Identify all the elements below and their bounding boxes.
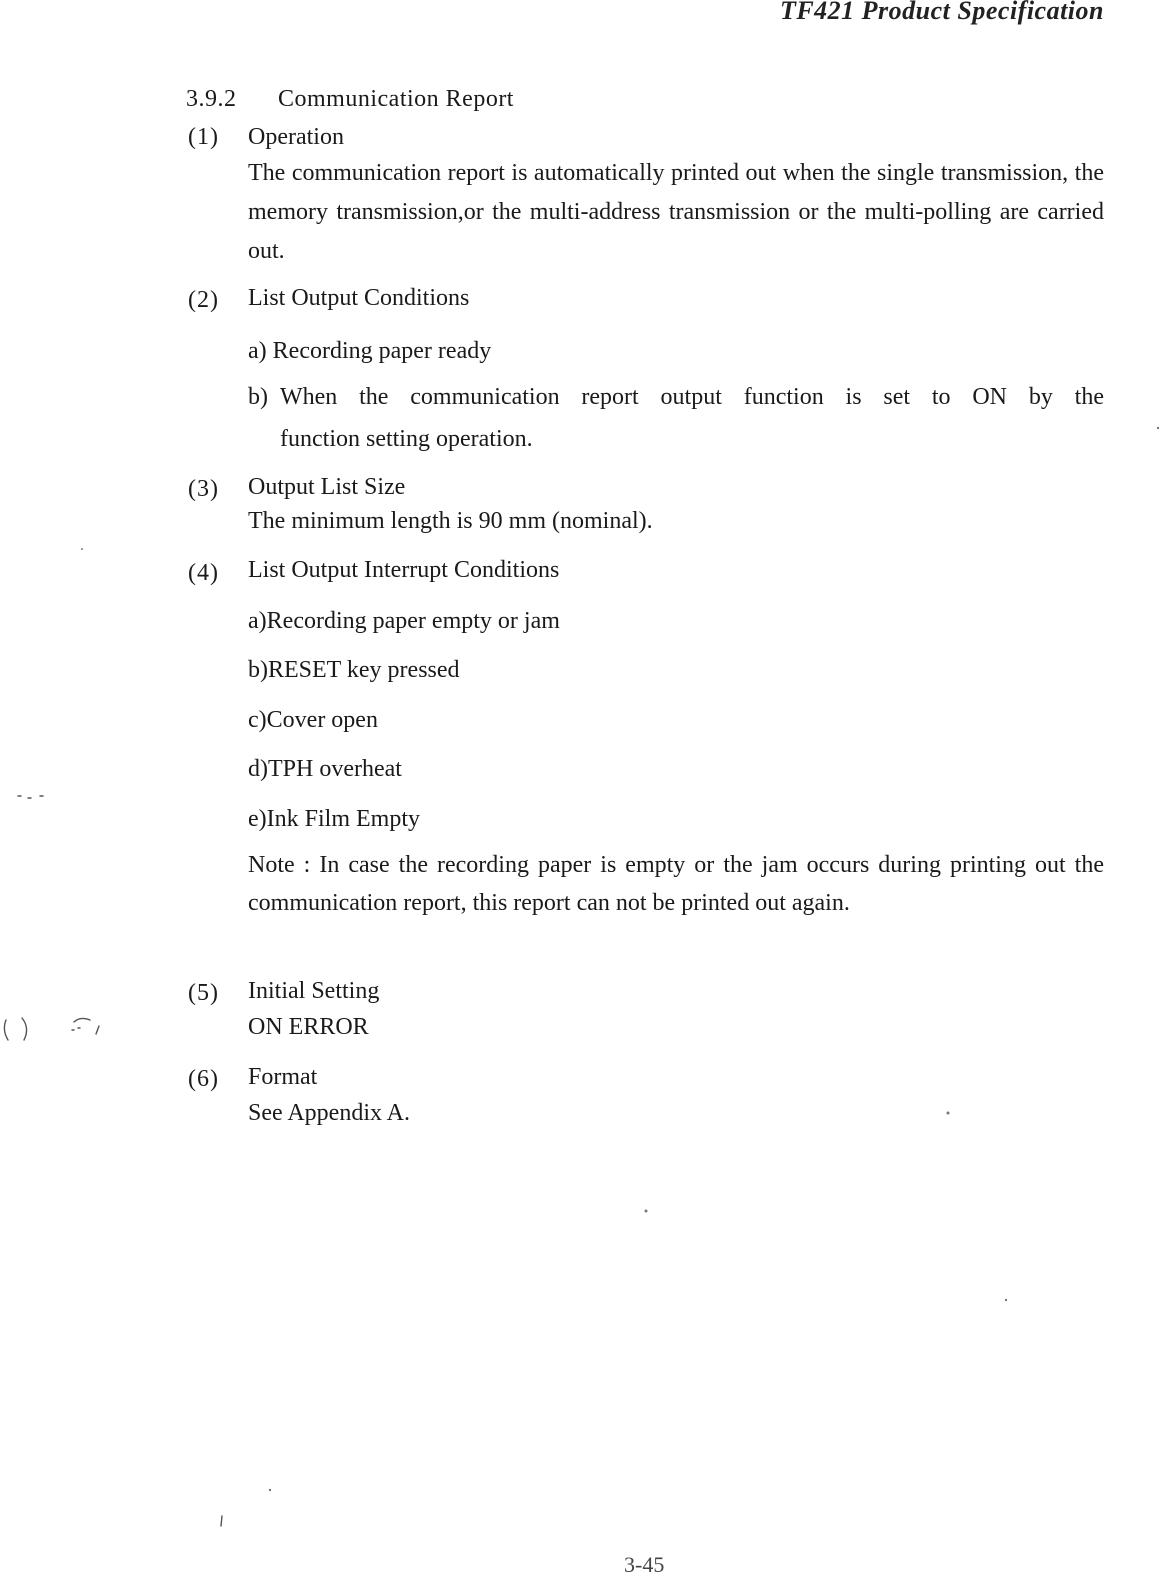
condition-marker: b)	[248, 384, 268, 410]
interrupt-text: Recording paper empty or jam	[266, 608, 560, 634]
item-title-initial-setting: Initial Setting	[248, 978, 380, 1004]
page-number: 3-45	[624, 1552, 665, 1577]
item-number: (2)	[188, 287, 219, 313]
condition-text-line1: When the communication report output function is set to ON by the	[280, 384, 1104, 410]
interrupt-marker: d)	[248, 756, 268, 782]
interrupt-marker: c)	[248, 707, 267, 733]
item-number: (6)	[188, 1066, 219, 1092]
condition-marker: a)	[248, 338, 267, 364]
operation-text: The communication report is automatically printed out when the single transmission, the memory transmission,or the multi-address transmission or the multi-polling are carried out.	[248, 160, 1104, 264]
item-number: (5)	[188, 980, 219, 1006]
item-number: (1)	[188, 124, 219, 150]
document-header: TF421 Product Specification	[779, 0, 1104, 25]
interrupt-marker: b)	[248, 657, 268, 683]
condition-text-line2: function setting operation.	[280, 426, 533, 452]
interrupt-text: TPH overheat	[268, 756, 402, 782]
interrupt-marker: a)	[248, 608, 267, 634]
item-title-interrupt-conditions: List Output Interrupt Conditions	[248, 557, 560, 583]
item-title-output-list-size: Output List Size	[248, 474, 406, 500]
output-list-size-text: The minimum length is 90 mm (nominal).	[248, 508, 653, 534]
interrupt-text: Ink Film Empty	[266, 806, 420, 832]
interrupt-note: Note : In case the recording paper is empty or the jam occurs during printing out the communication report, this report can not be printed out again.	[248, 852, 1104, 916]
item-title-format: Format	[248, 1064, 318, 1090]
item-title-operation: Operation	[248, 124, 344, 150]
interrupt-marker: e)	[248, 806, 267, 832]
item-number: (4)	[188, 560, 219, 586]
interrupt-text: RESET key pressed	[268, 657, 460, 683]
item-title-list-output-conditions: List Output Conditions	[248, 285, 470, 311]
item-number: (3)	[188, 476, 219, 502]
format-text: See Appendix A.	[248, 1100, 410, 1126]
initial-setting-value: ON ERROR	[248, 1014, 369, 1040]
condition-text: Recording paper ready	[272, 338, 492, 364]
section-number: 3.9.2	[186, 86, 237, 112]
interrupt-text: Cover open	[266, 707, 378, 733]
section-title: Communication Report	[278, 86, 514, 112]
